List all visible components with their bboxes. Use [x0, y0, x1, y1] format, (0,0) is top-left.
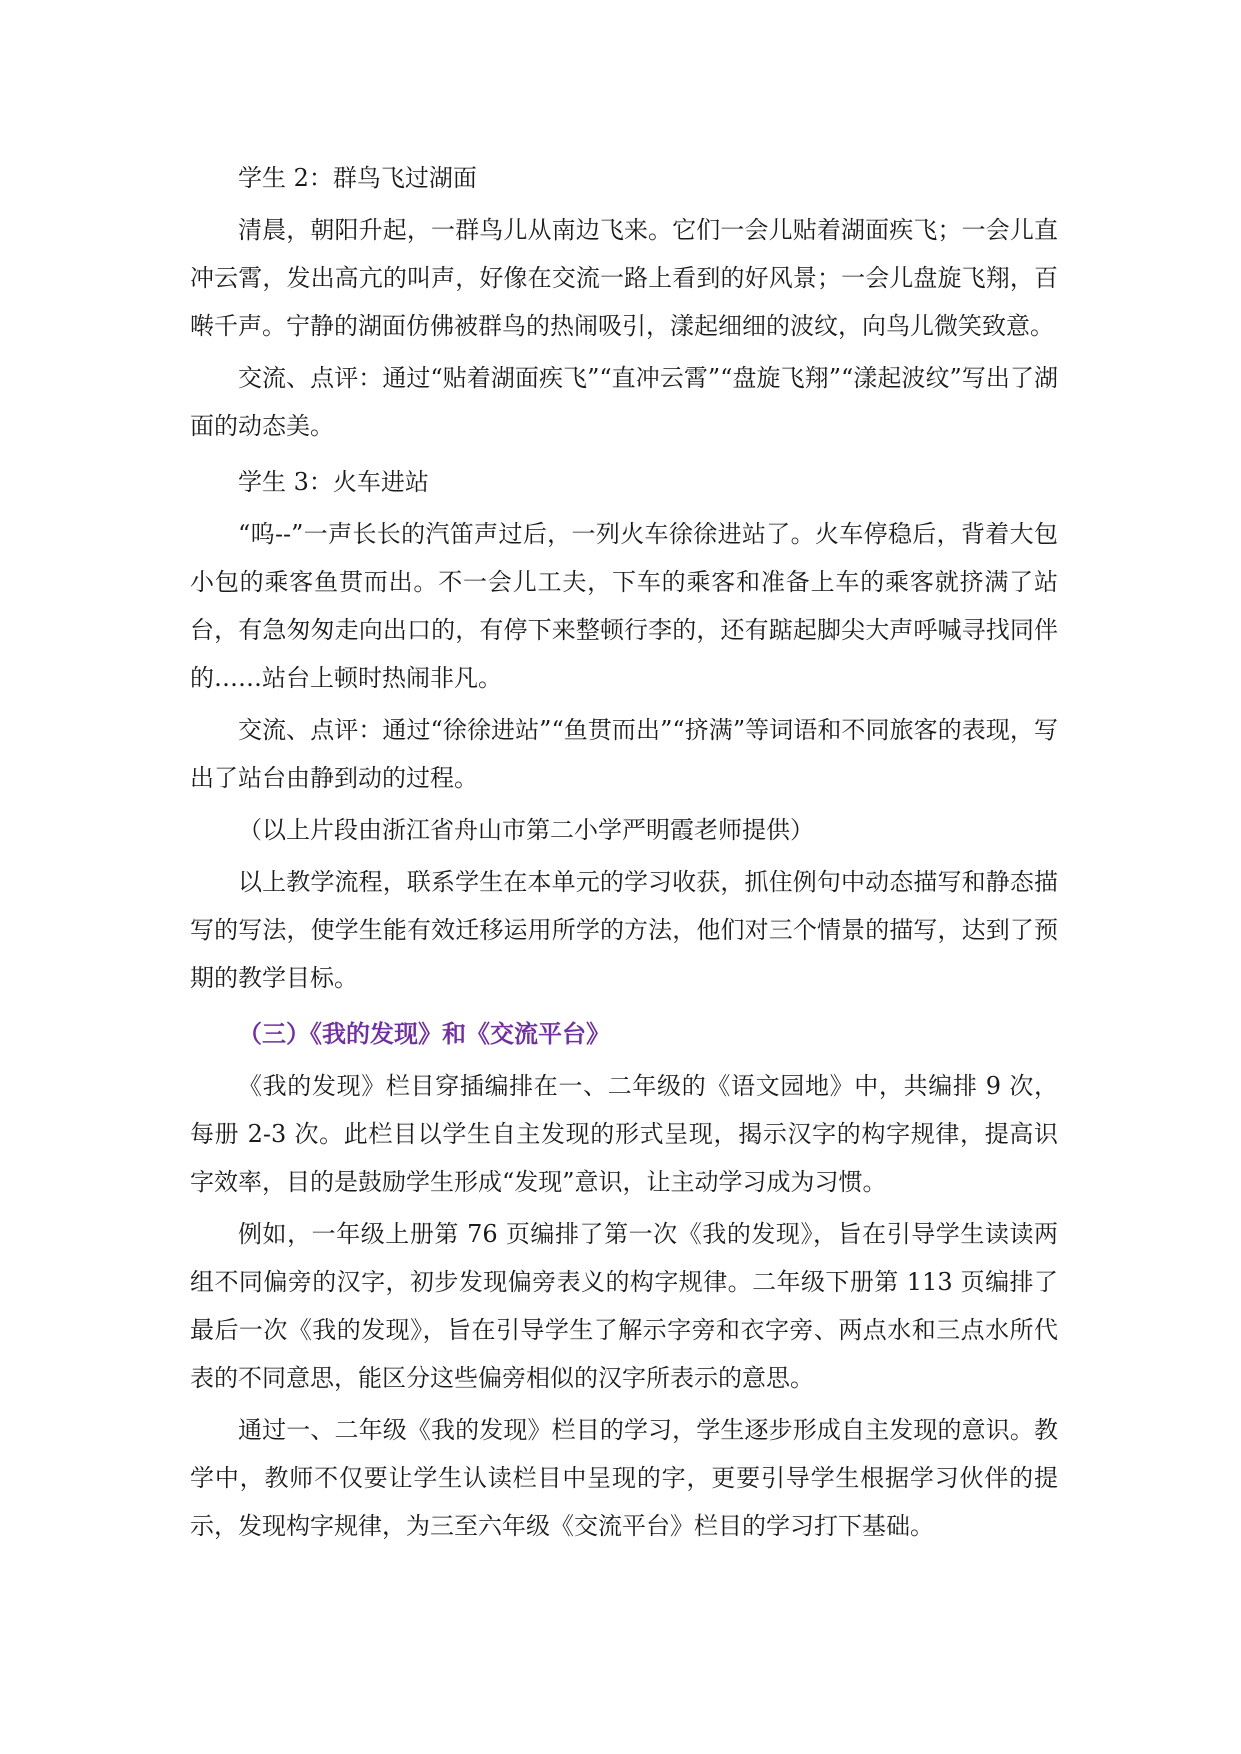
conclusion-paragraph: 通过一、二年级《我的发现》栏目的学习，学生逐步形成自主发现的意识。教学中，教师不仅要让学生认读栏目中呈现的字，更要引导学生根据学习伙伴的提示，发现构字规律，为三至六年级《交流平台》栏目的学习打下基础。 — [190, 1416, 1058, 1540]
student-3-comment: 交流、点评：通过“徐徐进站”“鱼贯而出”“挤满”等词语和不同旅客的表现，写出了站台由静到动的过程。 — [190, 716, 1058, 792]
student-3-title: 学生 3：火车进站 — [238, 468, 429, 496]
summary-paragraph: 以上教学流程，联系学生在本单元的学习收获，抓住例句中动态描写和静态描写的写法，使学生能有效迁移运用所学的方法，他们对三个情景的描写，达到了预期的教学目标。 — [190, 868, 1058, 992]
section-heading: （三）《我的发现》和《交流平台》 — [238, 1019, 610, 1048]
student-2-passage: 清晨，朝阳升起，一群鸟儿从南边飞来。它们一会儿贴着湖面疾飞；一会儿直冲云霄，发出高亢的叫声，好像在交流一路上看到的好风景；一会儿盘旋飞翔，百啭千声。宁静的湖面仿佛被群鸟的热闹吸引，漾起细细的波纹，向鸟儿微笑致意。 — [190, 216, 1058, 340]
example-paragraph: 例如，一年级上册第 76 页编排了第一次《我的发现》，旨在引导学生读读两组不同偏旁的汉字，初步发现偏旁表义的构字规律。二年级下册第 113 页编排了最后一次《我的发现》，旨在引导学生了解示字旁和衣字旁、两点水和三点水所代表的不同意思，能区分这些偏旁相似的汉字所表示的意思。 — [190, 1220, 1058, 1392]
student-2-title: 学生 2：群鸟飞过湖面 — [238, 164, 477, 192]
student-3-passage: “呜--”一声长长的汽笛声过后，一列火车徐徐进站了。火车停稳后，背着大包小包的乘客鱼贯而出。不一会儿工夫，下车的乘客和准备上车的乘客就挤满了站台，有急匆匆走向出口的，有停下来整顿行李的，还有踮起脚尖大声呼喊寻找同伴的……站台上顿时热闹非凡。 — [190, 520, 1058, 692]
document-body — [190, 154, 1058, 1554]
source-note: （以上片段由浙江省舟山市第二小学严明霞老师提供） — [238, 816, 814, 844]
student-2-comment: 交流、点评：通过“贴着湖面疾飞”“直冲云霄”“盘旋飞翔”“漾起波纹”写出了湖面的动态美。 — [190, 364, 1058, 440]
discovery-intro-paragraph: 《我的发现》栏目穿插编排在一、二年级的《语文园地》中，共编排 9 次，每册 2-3 次。此栏目以学生自主发现的形式呈现，揭示汉字的构字规律，提高识字效率，目的是鼓励学生形成“发现”意识，让主动学习成为习惯。 — [190, 1072, 1058, 1196]
